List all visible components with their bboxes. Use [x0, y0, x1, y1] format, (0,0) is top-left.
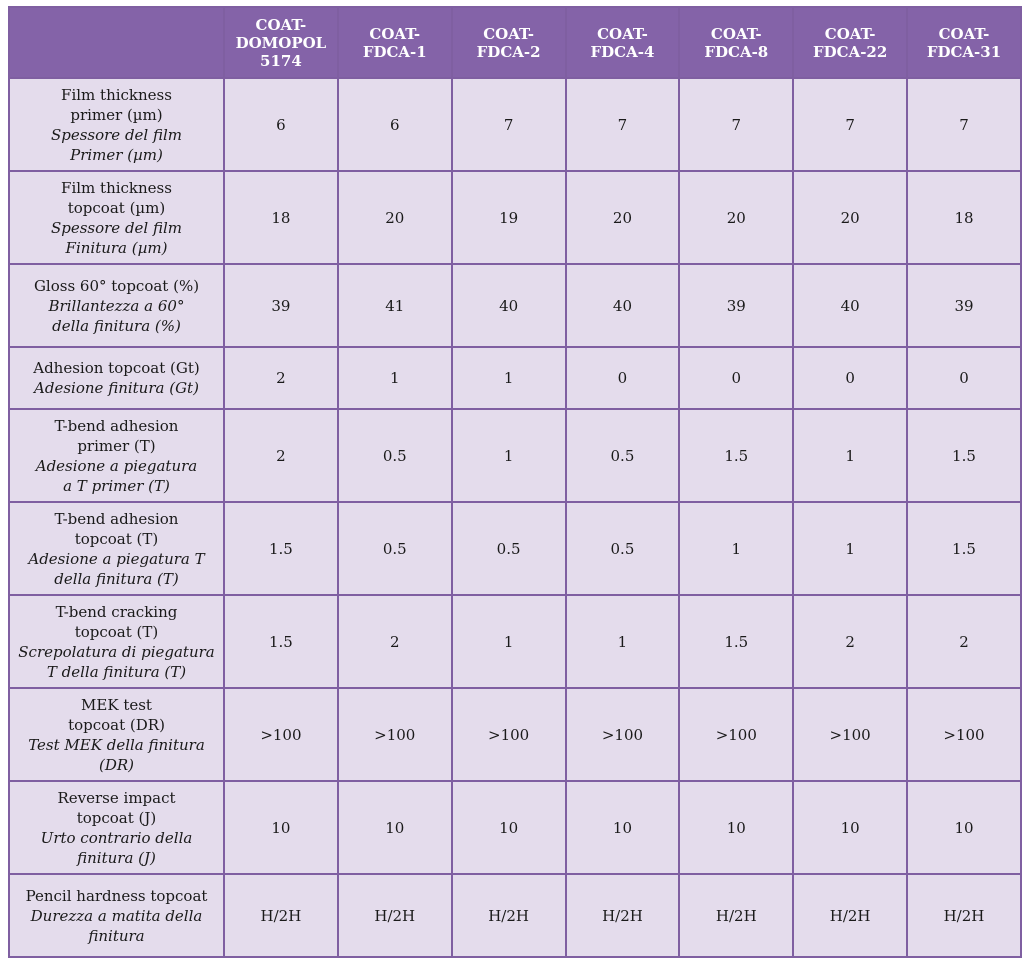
- row-label: [9, 264, 224, 347]
- table-cell: 0.5: [338, 409, 452, 502]
- table-cell: 1.5: [679, 409, 793, 502]
- table-cell: 39: [907, 264, 1021, 347]
- table-cell: 6: [338, 78, 452, 171]
- table-cell: 18: [907, 171, 1021, 264]
- table-cell: 0: [566, 347, 680, 409]
- table-cell: 1.5: [679, 595, 793, 688]
- table-cell: 2: [224, 347, 338, 409]
- row-label-english: T-bend adhesion primer (T): [54, 416, 179, 455]
- table-cell: >100: [224, 688, 338, 781]
- table-cell: 10: [452, 781, 566, 874]
- table-cell: 1.5: [907, 409, 1021, 502]
- table-cell: 1: [679, 502, 793, 595]
- table-cell: 10: [224, 781, 338, 874]
- row-label: [9, 78, 224, 171]
- table-cell: 2: [224, 409, 338, 502]
- row-label-italian: Durezza a matita della finitura: [30, 906, 203, 945]
- row-label-italian: Urto contrario della finitura (J): [40, 828, 193, 867]
- table-cell: 0: [793, 347, 907, 409]
- table-cell: 1: [793, 502, 907, 595]
- row-label-english: Film thickness primer (µm): [61, 85, 172, 124]
- row-label-english: Adhesion topcoat (Gt): [33, 359, 200, 377]
- table-cell: 7: [679, 78, 793, 171]
- table-row: [9, 874, 1021, 957]
- table-cell: >100: [338, 688, 452, 781]
- table-cell: H/2H: [566, 874, 680, 957]
- table-cell: 7: [452, 78, 566, 171]
- table-cell: 10: [679, 781, 793, 874]
- table-container: [8, 6, 1022, 958]
- row-label: [9, 595, 224, 688]
- table-cell: 19: [452, 171, 566, 264]
- table-cell: 1.5: [224, 595, 338, 688]
- table-cell: 0.5: [452, 502, 566, 595]
- row-label-english: Pencil hardness topcoat: [25, 886, 208, 905]
- table-cell: 1.5: [907, 502, 1021, 595]
- row-label-english: T-bend cracking topcoat (T): [55, 602, 178, 641]
- table-row: [9, 502, 1021, 595]
- header-corner: [9, 7, 224, 78]
- table-cell: 1: [452, 347, 566, 409]
- table-cell: 6: [224, 78, 338, 171]
- row-label-english: T-bend adhesion topcoat (T): [54, 509, 179, 548]
- table-cell: H/2H: [793, 874, 907, 957]
- table-cell: 7: [907, 78, 1021, 171]
- table-cell: 0.5: [566, 502, 680, 595]
- row-label-italian: Adesione a piegatura a T primer (T): [35, 456, 198, 495]
- column-header: COAT- FDCA-4: [566, 7, 680, 78]
- column-header: COAT- FDCA-1: [338, 7, 452, 78]
- table-cell: >100: [452, 688, 566, 781]
- table-cell: H/2H: [224, 874, 338, 957]
- row-label: [9, 502, 224, 595]
- table-cell: >100: [679, 688, 793, 781]
- row-label-english: Gloss 60° topcoat (%): [33, 276, 200, 295]
- row-label-italian: Brillantezza a 60° della finitura (%): [48, 296, 185, 335]
- column-header: COAT- FDCA-2: [452, 7, 566, 78]
- table-cell: >100: [566, 688, 680, 781]
- table-cell: 1.5: [224, 502, 338, 595]
- table-cell: 0.5: [338, 502, 452, 595]
- table-row: [9, 595, 1021, 688]
- table-cell: 1: [452, 409, 566, 502]
- table-cell: 0.5: [566, 409, 680, 502]
- table-row: [9, 78, 1021, 171]
- table-cell: 2: [793, 595, 907, 688]
- table-cell: 1: [452, 595, 566, 688]
- table-cell: 1: [793, 409, 907, 502]
- table-row: [9, 264, 1021, 347]
- table-cell: 0: [679, 347, 793, 409]
- table-cell: 10: [907, 781, 1021, 874]
- table-cell: 2: [907, 595, 1021, 688]
- row-label-italian: Spessore del film Primer (µm): [50, 125, 183, 164]
- row-label-italian: Adesione a piegatura T della finitura (T): [28, 549, 205, 588]
- table-cell: H/2H: [338, 874, 452, 957]
- table-row: [9, 688, 1021, 781]
- table-cell: 39: [224, 264, 338, 347]
- coating-properties-table: [8, 6, 1022, 958]
- row-label-italian: Screpolatura di piegatura T della finitura (T): [18, 642, 215, 681]
- table-cell: 20: [566, 171, 680, 264]
- column-header: COAT- DOMOPOL 5174: [224, 7, 338, 78]
- row-label: [9, 874, 224, 957]
- table-cell: >100: [793, 688, 907, 781]
- column-header: COAT- FDCA-22: [793, 7, 907, 78]
- column-header: COAT- FDCA-31: [907, 7, 1021, 78]
- row-label-italian: Spessore del film Finitura (µm): [50, 218, 183, 257]
- table-cell: 20: [338, 171, 452, 264]
- table-cell: 7: [566, 78, 680, 171]
- table-cell: 40: [793, 264, 907, 347]
- column-header: COAT- FDCA-8: [679, 7, 793, 78]
- table-row: [9, 781, 1021, 874]
- table-cell: 10: [338, 781, 452, 874]
- table-cell: >100: [907, 688, 1021, 781]
- row-label-italian: Adesione finitura (Gt): [34, 379, 199, 397]
- row-label: [9, 688, 224, 781]
- table-cell: 1: [566, 595, 680, 688]
- table-row: [9, 347, 1021, 409]
- table-cell: 2: [338, 595, 452, 688]
- row-label: [9, 347, 224, 409]
- table-cell: 20: [793, 171, 907, 264]
- table-cell: 20: [679, 171, 793, 264]
- table-cell: 40: [452, 264, 566, 347]
- table-cell: 41: [338, 264, 452, 347]
- table-cell: 10: [793, 781, 907, 874]
- row-label: [9, 409, 224, 502]
- table-cell: 40: [566, 264, 680, 347]
- row-label-english: MEK test topcoat (DR): [68, 695, 165, 734]
- row-label: [9, 781, 224, 874]
- row-label-english: Reverse impact topcoat (J): [57, 788, 176, 827]
- row-label: [9, 171, 224, 264]
- table-cell: H/2H: [679, 874, 793, 957]
- table-cell: 18: [224, 171, 338, 264]
- table-row: [9, 409, 1021, 502]
- table-row: [9, 171, 1021, 264]
- table-cell: 7: [793, 78, 907, 171]
- table-cell: 1: [338, 347, 452, 409]
- row-label-english: Film thickness topcoat (µm): [61, 178, 172, 217]
- header-row: [9, 7, 1021, 78]
- table-cell: H/2H: [452, 874, 566, 957]
- table-cell: 39: [679, 264, 793, 347]
- table-cell: 10: [566, 781, 680, 874]
- row-label-italian: Test MEK della finitura (DR): [28, 735, 205, 774]
- table-cell: 0: [907, 347, 1021, 409]
- table-cell: H/2H: [907, 874, 1021, 957]
